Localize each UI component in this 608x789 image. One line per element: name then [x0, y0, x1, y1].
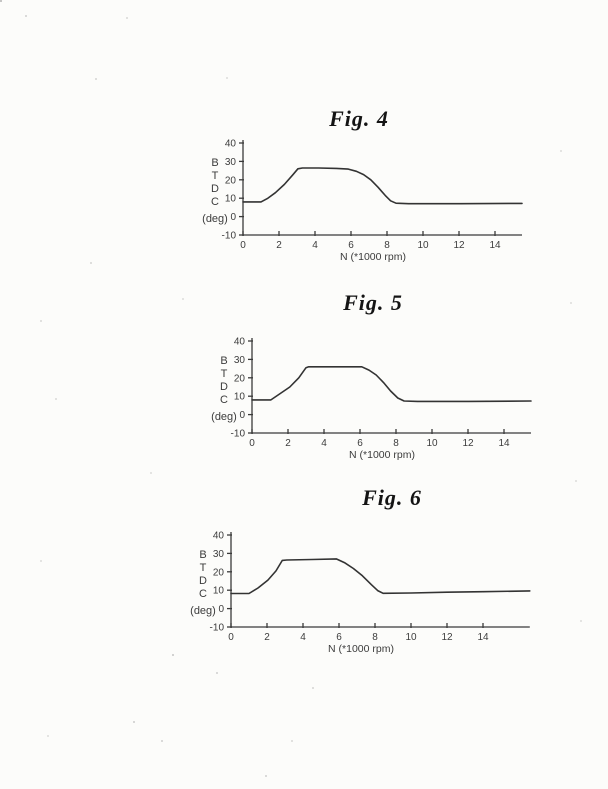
x-tick-label: 12 [453, 240, 465, 251]
y-axis-label-letter: D [199, 575, 207, 587]
figure-4-chart [177, 135, 557, 269]
y-axis-label-letter: C [220, 394, 228, 406]
x-tick-label: 0 [240, 240, 246, 251]
y-tick-label: 20 [224, 175, 236, 187]
y-tick-label: -10 [209, 622, 224, 634]
figure-4-title: Fig. 4 [329, 106, 389, 131]
x-tick-label: 14 [498, 438, 510, 449]
y-tick-label: 30 [233, 354, 245, 366]
y-axis-unit-label: (deg) [202, 213, 228, 225]
x-tick-label: 0 [249, 438, 255, 449]
x-tick-label: 14 [477, 632, 489, 643]
y-axis-label-letter: B [211, 157, 219, 169]
data-curve [231, 559, 530, 594]
x-tick-label: 8 [384, 240, 390, 251]
x-axis-label: N (*1000 rpm) [349, 449, 415, 461]
y-tick-label: 40 [212, 530, 224, 542]
y-axis-unit-label: (deg) [190, 605, 216, 617]
scan-noise [0, 0, 2, 2]
y-tick-label: 0 [239, 410, 245, 422]
x-tick-label: 2 [276, 240, 282, 251]
y-tick-label: 0 [218, 604, 224, 616]
x-tick-label: 10 [426, 438, 438, 449]
data-curve [243, 168, 522, 204]
y-axis-label-letter: B [199, 549, 207, 561]
x-axis-label: N (*1000 rpm) [328, 643, 394, 655]
figure-5-title: Fig. 5 [343, 290, 403, 315]
y-tick-label: 30 [212, 548, 224, 560]
y-tick-label: 20 [212, 567, 224, 579]
y-tick-label: 40 [233, 336, 245, 348]
y-axis-label-letter: C [199, 588, 207, 600]
x-tick-label: 4 [300, 632, 306, 643]
x-tick-label: 14 [489, 240, 501, 251]
x-tick-label: 10 [405, 632, 417, 643]
y-tick-label: -10 [230, 428, 245, 440]
y-axis-label-letter: C [211, 196, 219, 208]
y-axis-label-letter: T [199, 562, 207, 574]
x-axis-label: N (*1000 rpm) [340, 251, 406, 263]
x-tick-label: 0 [228, 632, 234, 643]
x-tick-label: 8 [372, 632, 378, 643]
y-axis-label-letter: B [220, 355, 228, 367]
y-tick-label: -10 [221, 230, 236, 242]
x-tick-label: 6 [357, 438, 363, 449]
figure-6-chart [165, 527, 545, 661]
figure-6-title: Fig. 6 [362, 485, 422, 510]
y-axis-label-letter: D [220, 381, 228, 393]
y-tick-label: 0 [230, 212, 236, 224]
y-tick-label: 10 [212, 585, 224, 597]
y-tick-label: 20 [233, 373, 245, 385]
x-tick-label: 6 [348, 240, 354, 251]
data-curve [252, 367, 531, 402]
x-tick-label: 12 [462, 438, 474, 449]
x-tick-label: 8 [393, 438, 399, 449]
x-tick-label: 2 [285, 438, 291, 449]
x-tick-label: 4 [312, 240, 318, 251]
y-axis-label-letter: T [220, 368, 228, 380]
y-tick-label: 10 [224, 193, 236, 205]
x-tick-label: 6 [336, 632, 342, 643]
x-tick-label: 2 [264, 632, 270, 643]
figure-5-chart [186, 333, 566, 467]
y-tick-label: 30 [224, 156, 236, 168]
x-tick-label: 10 [417, 240, 429, 251]
y-axis-label-letter: D [211, 183, 219, 195]
y-axis-label-letter: T [211, 170, 219, 182]
x-tick-label: 4 [321, 438, 327, 449]
x-tick-label: 12 [441, 632, 453, 643]
y-tick-label: 40 [224, 138, 236, 150]
y-tick-label: 10 [233, 391, 245, 403]
y-axis-unit-label: (deg) [211, 411, 237, 423]
